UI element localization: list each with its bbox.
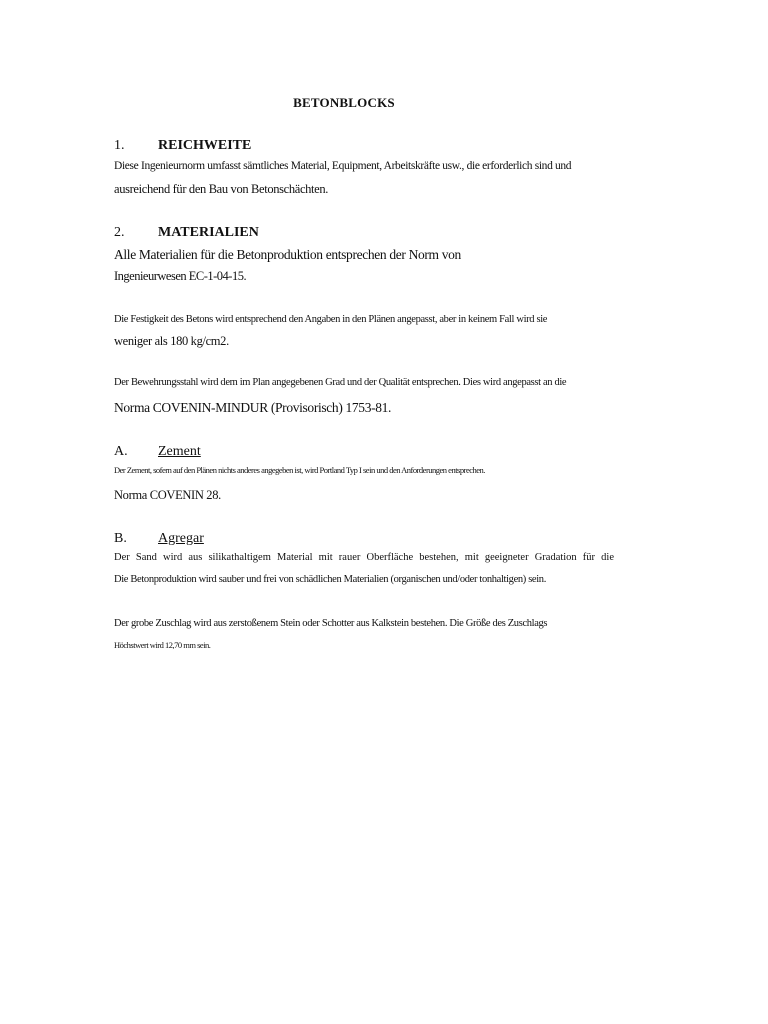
- materialien-p3-line-1: Der Bewehrungsstahl wird dem im Plan angegebenen Grad und der Qualität entsprechen. Dies wird angepasst an die: [114, 377, 567, 388]
- agregar-text-line-1: Der Sand wird aus silikathaltigem Material mit rauer Oberfläche bestehen, mit geeigneter Gradation für die: [114, 552, 614, 563]
- reichweite-text-line-2: ausreichend für den Bau von Betonschächten.: [114, 182, 329, 196]
- section-number: A.: [114, 444, 128, 459]
- section-title: MATERIALIEN: [158, 225, 259, 240]
- agregar-p2-line-2: Höchstwert wird 12,70 mm sein.: [114, 640, 211, 650]
- zement-text-line-1: Der Zement, sofern auf den Plänen nichts anderes angegeben ist, wird Portland Typ I sein und den Anforderungen entsprechen.: [114, 465, 485, 475]
- materialien-text-line-1: Alle Materialien für die Betonproduktion entsprechen der Norm von: [114, 247, 461, 262]
- materialien-p2-line-1: Die Festigkeit des Betons wird entsprechend den Angaben in den Plänen angepasst, aber in keinem Fall wird sie: [114, 314, 548, 325]
- zement-text-line-2: Norma COVENIN 28.: [114, 488, 221, 502]
- section-title: Agregar: [158, 531, 204, 546]
- document-title: BETONBLOCKS: [293, 95, 395, 110]
- materialien-p3-line-2: Norma COVENIN-MINDUR (Provisorisch) 1753-81.: [114, 400, 392, 415]
- reichweite-text-line-1: Diese Ingenieurnorm umfasst sämtliches Material, Equipment, Arbeitskräfte usw., die erforderlich sind und: [114, 160, 572, 172]
- section-title: Zement: [158, 444, 201, 459]
- materialien-p2-line-2: weniger als 180 kg/cm2.: [114, 334, 229, 348]
- section-number: B.: [114, 531, 127, 546]
- section-number: 1.: [114, 138, 125, 153]
- section-title: REICHWEITE: [158, 138, 252, 153]
- materialien-text-line-2: Ingenieurwesen EC-1-04-15.: [114, 269, 247, 283]
- agregar-p2-line-1: Der grobe Zuschlag wird aus zerstoßenem Stein oder Schotter aus Kalkstein bestehen. Die Größe des Zuschlags: [114, 618, 548, 629]
- section-number: 2.: [114, 225, 125, 240]
- agregar-text-line-2: Die Betonproduktion wird sauber und frei von schädlichen Materialien (organischen und/oder tonhaltigen) sein.: [114, 574, 546, 585]
